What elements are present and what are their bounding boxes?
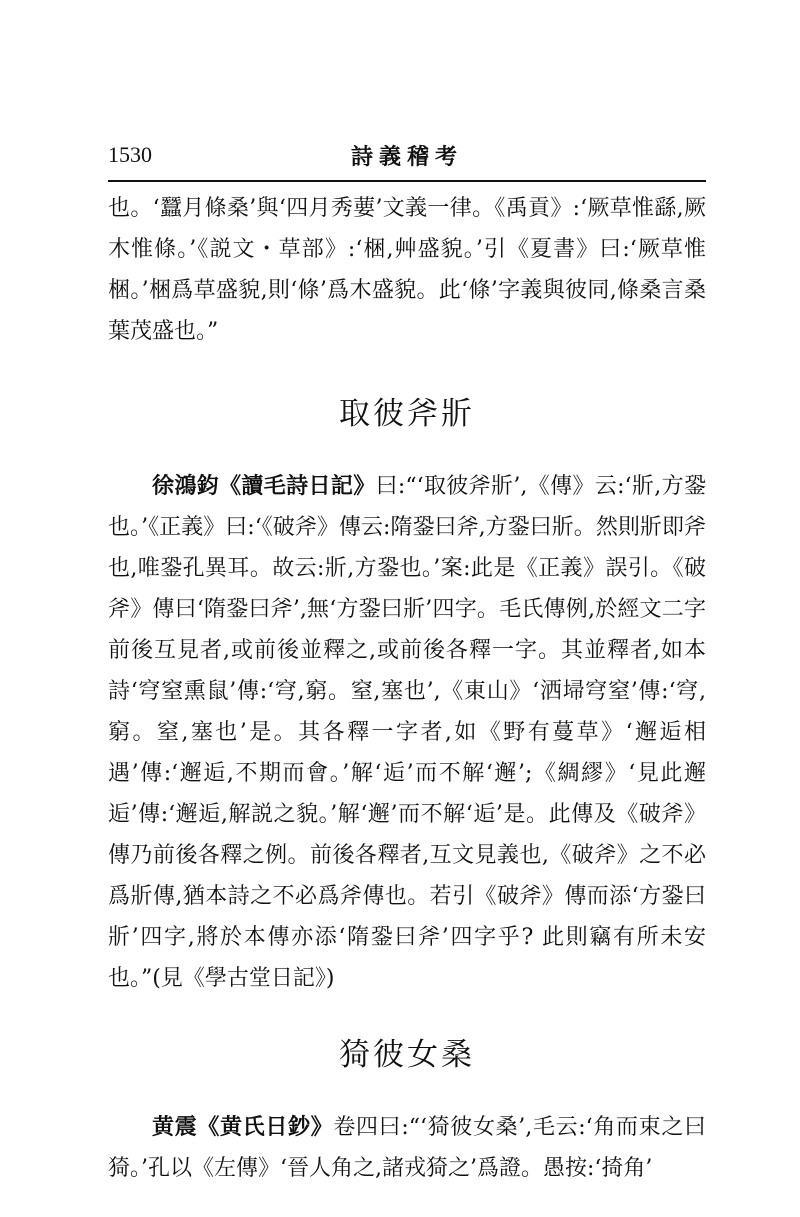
source-author: 徐鴻鈞《讀毛詩日記》 <box>152 473 376 499</box>
section-paragraph <box>108 466 706 999</box>
page-header <box>108 138 706 178</box>
page-number: 1530 <box>108 142 152 167</box>
quotation-text: 卷四曰:“‘猗彼女桑’,毛云:‘角而束之曰猗。’孔以《左傳》‘晉人角之,諸戎猗之’爲證。愚按:‘掎角’ <box>108 1115 706 1181</box>
source-author: 黄震《黄氏日鈔》 <box>152 1114 334 1140</box>
continuation-paragraph: 也。‘蠶月條桑’與‘四月秀葽’文義一律。《禹貢》:‘厥草惟繇,厥木惟條。’《説文・草部》:‘梱,艸盛貌。’引《夏書》曰:‘厥草惟梱。’梱爲草盛貌,則‘條’爲木盛貌。此‘條’字義與彼同,條桑言桑葉茂盛也。” <box>108 196 706 344</box>
page-content <box>108 188 706 1189</box>
section-paragraph <box>108 1107 706 1189</box>
running-title: 詩義稽考 <box>350 144 463 170</box>
header-rule <box>108 180 706 182</box>
quotation-text: 曰:“‘取彼斧斨’,《傳》云:‘斨,方銎也。’《正義》曰:‘《破斧》傳云:隋銎曰斧,方銎曰斨。然則斨即斧也,唯銎孔異耳。故云:斨,方銎也。’案:此是《正義》誤引。《破斧》傳曰‘隋銎曰斧’,無‘方銎曰斨’四字。毛氏傳例,於經文二字前後互見者,或前後並釋之,或前後各釋一字。其並釋者,如本詩‘穹窒熏鼠’傳:‘穹,窮。窒,塞也’,《東山》‘洒埽穹窒’傳:‘穹,窮。窒,塞也’是。其各釋一字者,如《野有蔓草》‘邂逅相遇’傳:‘邂逅,不期而會。’解‘逅’而不解‘邂’;《綢繆》‘見此邂逅’傳:‘邂逅,解説之貌。’解‘邂’而不解‘逅’是。此傳及《破斧》傳乃前後各釋之例。前後各釋者,互文見義也,《破斧》之不必爲斨傳,猶本詩之不必爲斧傳也。若引《破斧》傳而添‘方銎曰斨’四字,將於本傳亦添‘隋銎曰斧’四字乎? 此則竊有所未安也。”(見《學古堂日記》) <box>108 474 706 991</box>
section-title: 取彼斧斨 <box>339 396 475 432</box>
section-title: 猗彼女桑 <box>339 1037 475 1073</box>
